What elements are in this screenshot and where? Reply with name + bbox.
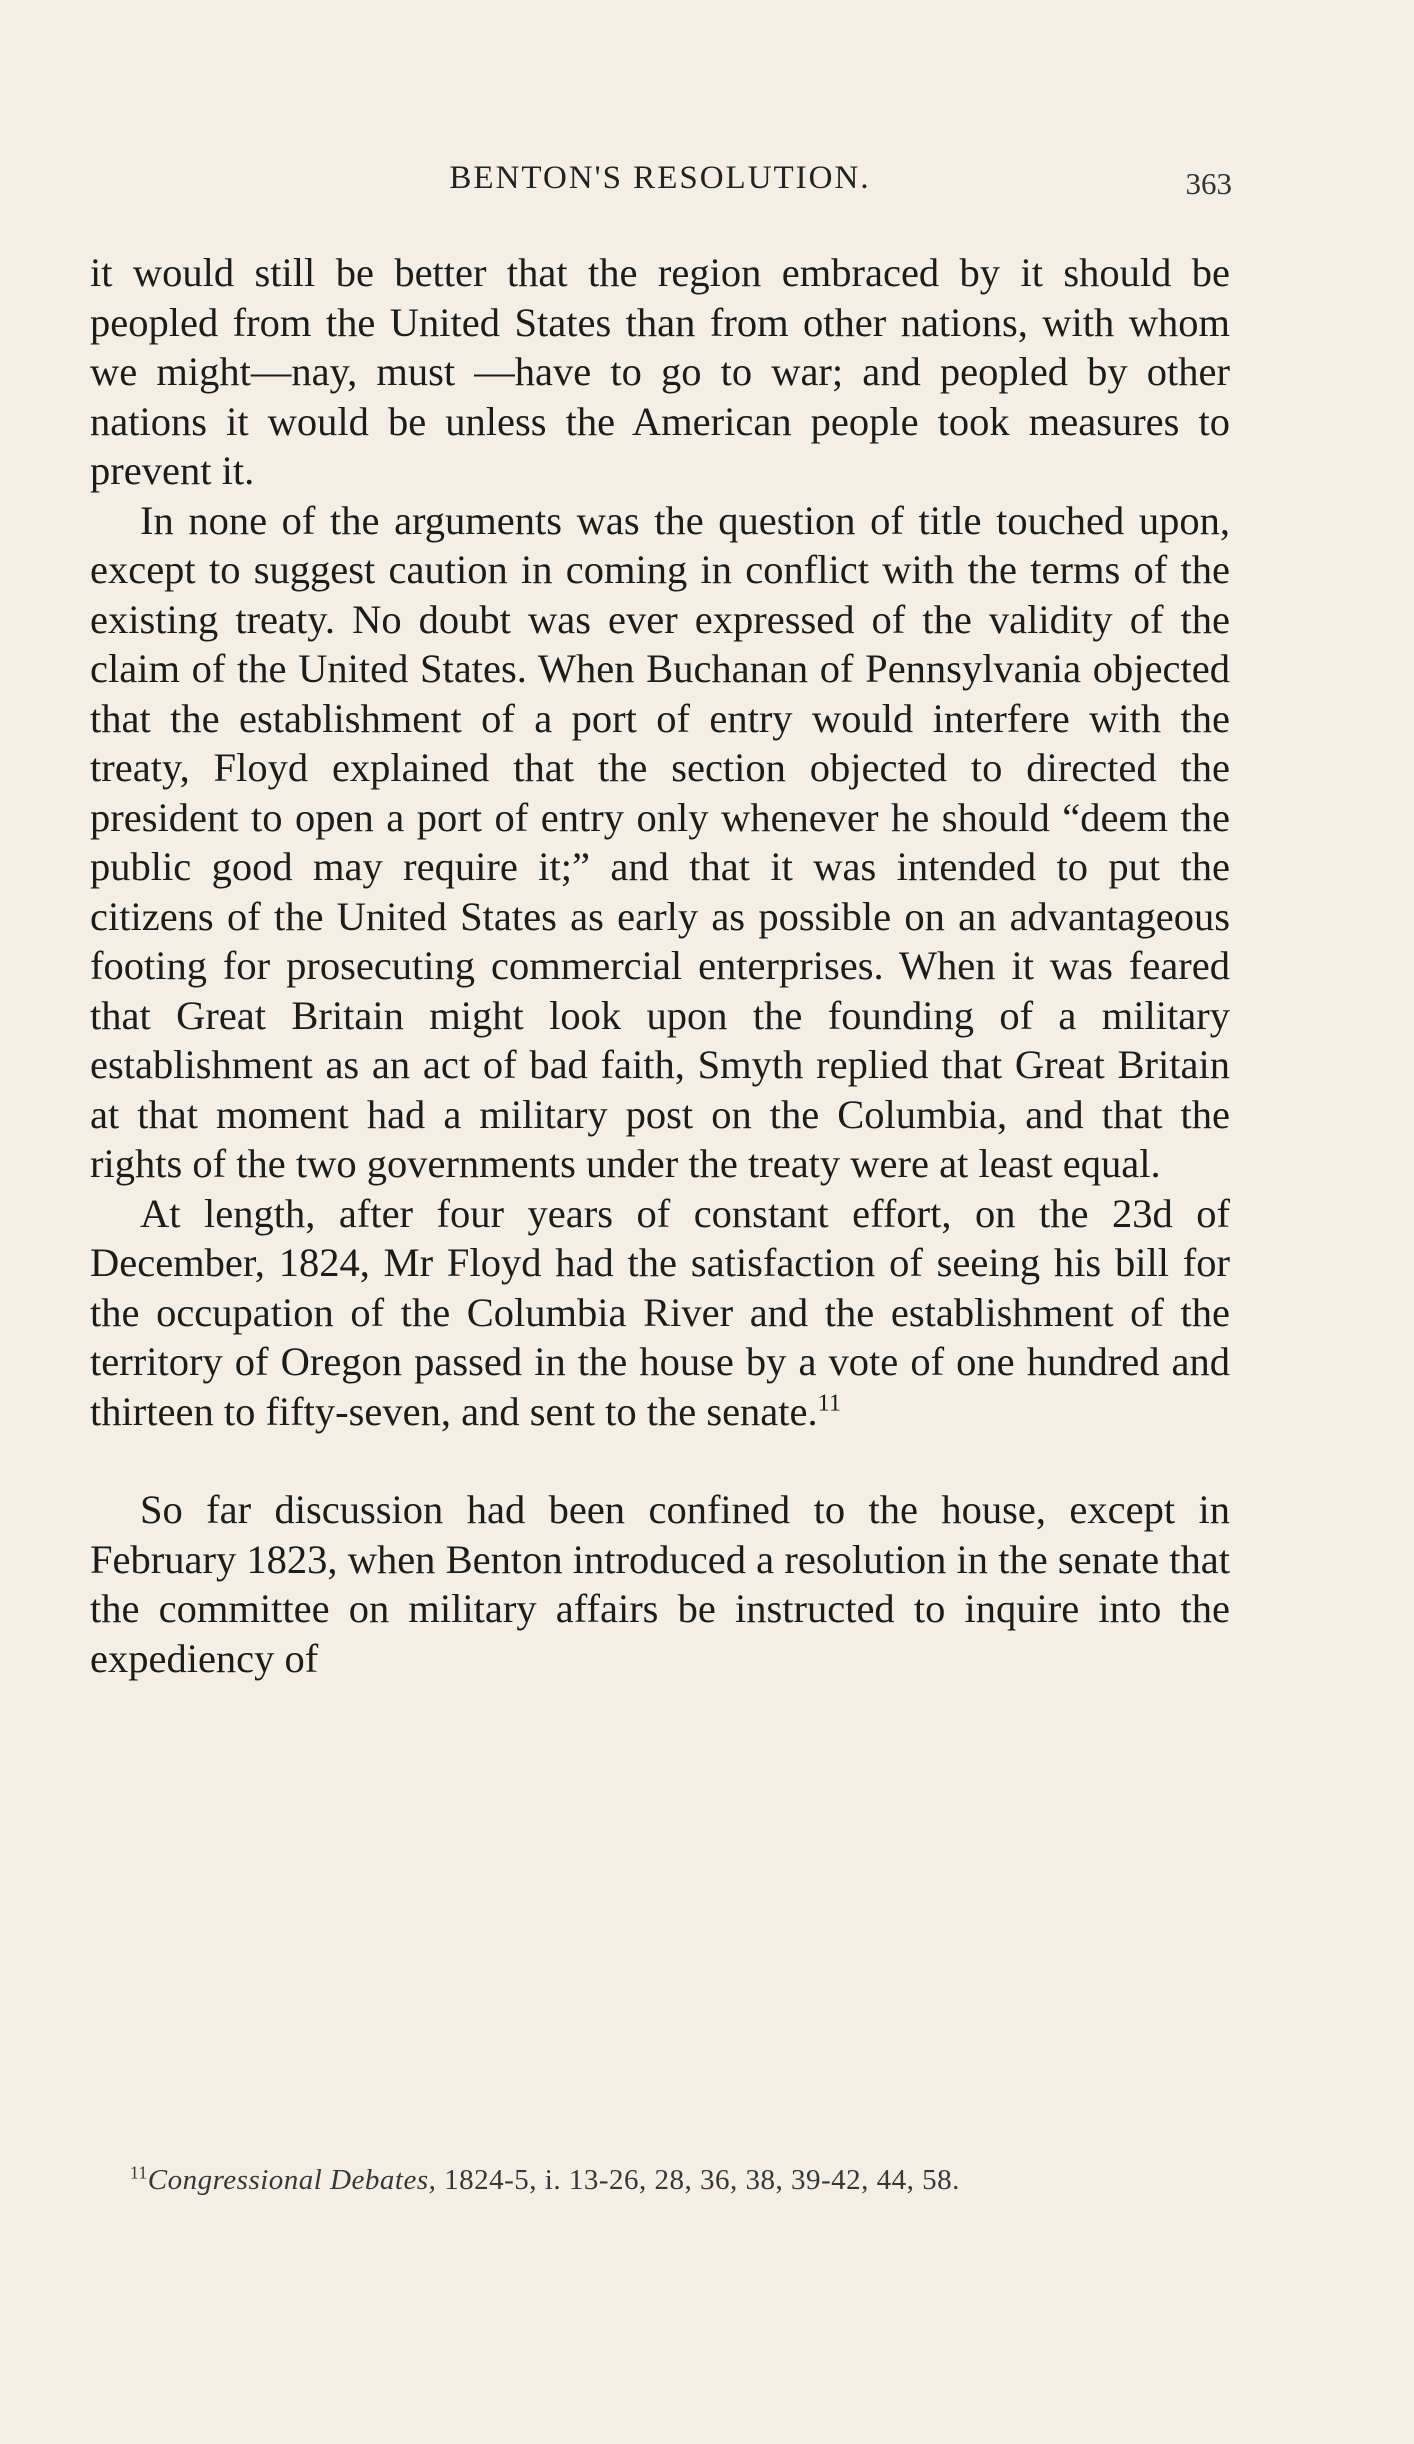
footnote-number: 11 <box>130 2162 148 2183</box>
paragraph-floyd-bill <box>90 1189 1230 1437</box>
paragraph-benton-resolution: So far discussion had been confined to the house, except in February 1823, when Benton introduced a resolution in the senate that the committee on military affairs be instructed to inquire into the expediency of <box>90 1487 1230 1681</box>
footnote-citation: 1824-5, i. 13-26, 28, 36, 38, 39-42, 44, 58. <box>436 2164 960 2196</box>
footnote-reference[interactable]: 11 <box>817 1389 842 1416</box>
paragraph-title-question: In none of the arguments was the question of title touched upon, except to suggest caution in coming in conflict with the terms of the existing treaty. No doubt was ever expressed of the validity of the claim of the United States. When Buchanan of Pennsylvania objected that the establishment of a port of entry would interfere with the treaty, Floyd explained that the section objected to directed the president to open a port of entry only whenever he should “deem the public good may require it;” and that it was intended to put the citizens of the United States as early as possible on an advantageous footing for prosecuting commercial enterprises. When it was feared that Great Britain might look upon the founding of a military establishment as an act of bad faith, Smyth replied that Great Britain at that moment had a military post on the Columbia, and that the rights of the two governments under the treaty were at least equal. <box>90 497 1230 1186</box>
footnote-source-title: Congressional Debates, <box>147 2164 437 2196</box>
page-number: 363 <box>1185 166 1232 201</box>
body-text <box>90 248 1230 1683</box>
page-header <box>90 160 1230 210</box>
paragraph-continued: it would still be better that the region embraced by it should be peopled from the United States than from other nations, with whom we might—nay, must —have to go to war; and peopled by other nations it would be unless the American people took measures to prevent it. <box>90 250 1230 493</box>
running-head: BENTON'S RESOLUTION. <box>449 160 871 196</box>
paragraph-floyd-bill-text: At length, after four years of constant effort, on the 23d of December, 1824, Mr Floyd had the satisfaction of seeing his bill for the occupation of the Columbia River and the establishment of the territory of Oregon passed in the house by a vote of one hundred and thirteen to fifty-seven, and sent to the senate. <box>90 1190 1230 1434</box>
footnote <box>130 2162 1230 2198</box>
